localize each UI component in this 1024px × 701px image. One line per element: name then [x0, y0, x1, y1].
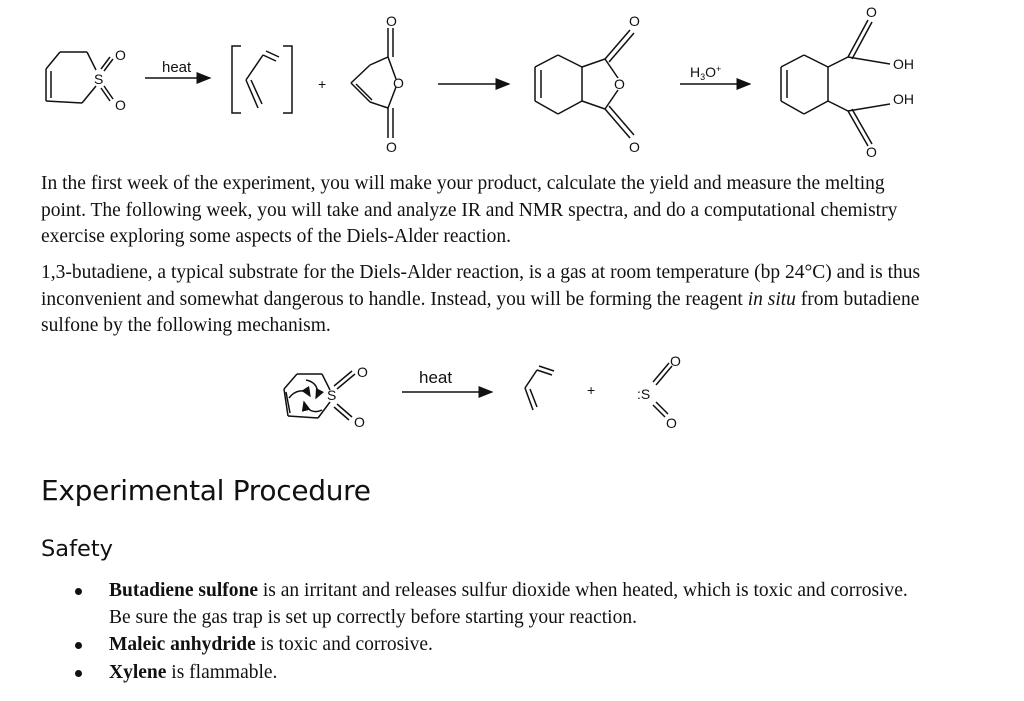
diacid-oxygen-top: O: [866, 4, 877, 20]
anhydride-oxygen-bottom: O: [386, 139, 397, 155]
safety-item-maleic-anhydride: [0, 632, 909, 659]
safety-item-butadiene-sulfone: [0, 578, 909, 631]
adduct-ring-oxygen: O: [614, 76, 625, 92]
sulfone-oxygen-top: O: [115, 47, 126, 63]
mechanism-oxygen-bottom: O: [354, 414, 365, 430]
anhydride-oxygen-top: O: [386, 13, 397, 29]
safety-list: [0, 578, 1000, 687]
adduct-oxygen-bottom: O: [629, 139, 640, 155]
chemical-name: Maleic anhydride: [109, 634, 256, 655]
mechanism-plus-sign: +: [587, 382, 596, 398]
diacid-hydroxyl-top: OH: [893, 56, 914, 72]
mechanism-scheme: [0, 350, 1024, 435]
mechanism-butadiene-structure: [525, 366, 554, 410]
safety-heading: Safety: [41, 536, 113, 562]
anhydride-ring-oxygen: O: [393, 75, 404, 91]
chemical-name: Xylene: [109, 661, 167, 683]
in-situ-emphasis: in situ: [747, 288, 796, 310]
acid-label: $H_3O^+$: [690, 64, 722, 82]
heat-label: heat: [162, 59, 192, 76]
plus-sign: +: [318, 76, 327, 92]
safety-text: is flammable.: [166, 661, 278, 683]
so2-oxygen-top: O: [670, 353, 681, 369]
mechanism-sulfolene-structure: [284, 371, 355, 420]
so2-sulfur: :S: [637, 386, 651, 402]
so2-oxygen-bottom: O: [666, 415, 677, 431]
chemical-name: Butadiene sulfone: [109, 580, 258, 601]
safety-text: is toxic and corrosive.: [255, 634, 433, 655]
left-bracket: [232, 46, 241, 113]
butadiene-paragraph: [41, 260, 921, 340]
butadiene-structure: [246, 51, 279, 108]
mechanism-oxygen-top: O: [357, 364, 368, 380]
mechanism-sulfur: S: [327, 387, 337, 403]
butadiene-paragraph-text-b: from butadiene sulfone by the following mechanism.: [41, 288, 920, 336]
sulfone-sulfur: S: [94, 71, 104, 87]
sulfone-oxygen-bottom: O: [115, 97, 126, 113]
maleic-anhydride-structure: [351, 28, 396, 138]
reaction-scheme: [0, 0, 1024, 160]
mechanism-heat-label: heat: [419, 368, 453, 387]
right-bracket: [283, 46, 292, 113]
safety-item-xylene: [0, 660, 909, 687]
sulfur-dioxide-structure: [653, 363, 672, 417]
butadiene-paragraph-text-a: 1,3-butadiene, a typical substrate for the Diels-Alder reaction, is a gas at room temperature (bp 24°C) and is thus inconvenient and somewhat dangerous to handle. Instead, you will be forming the reagent: [41, 262, 921, 310]
intro-paragraph: In the first week of the experiment, you will make your product, calculate the yield and measure the melting point. The following week, you will take and analyze IR and NMR spectra, and do a computational chemistry exercise exploring some aspects of the Diels-Alder reaction.: [41, 173, 898, 247]
adduct-oxygen-top: O: [629, 13, 640, 29]
safety-text: is an irritant and releases sulfur dioxide when heated, which is toxic and corrosive. Be sure the gas trap is set up correctly before starting your reaction.: [109, 580, 908, 628]
diacid-oxygen-bottom: O: [866, 144, 877, 160]
diacid-product-structure: [781, 20, 890, 146]
procedure-heading: Experimental Procedure: [41, 474, 371, 507]
diacid-hydroxyl-bottom: OH: [893, 91, 914, 107]
